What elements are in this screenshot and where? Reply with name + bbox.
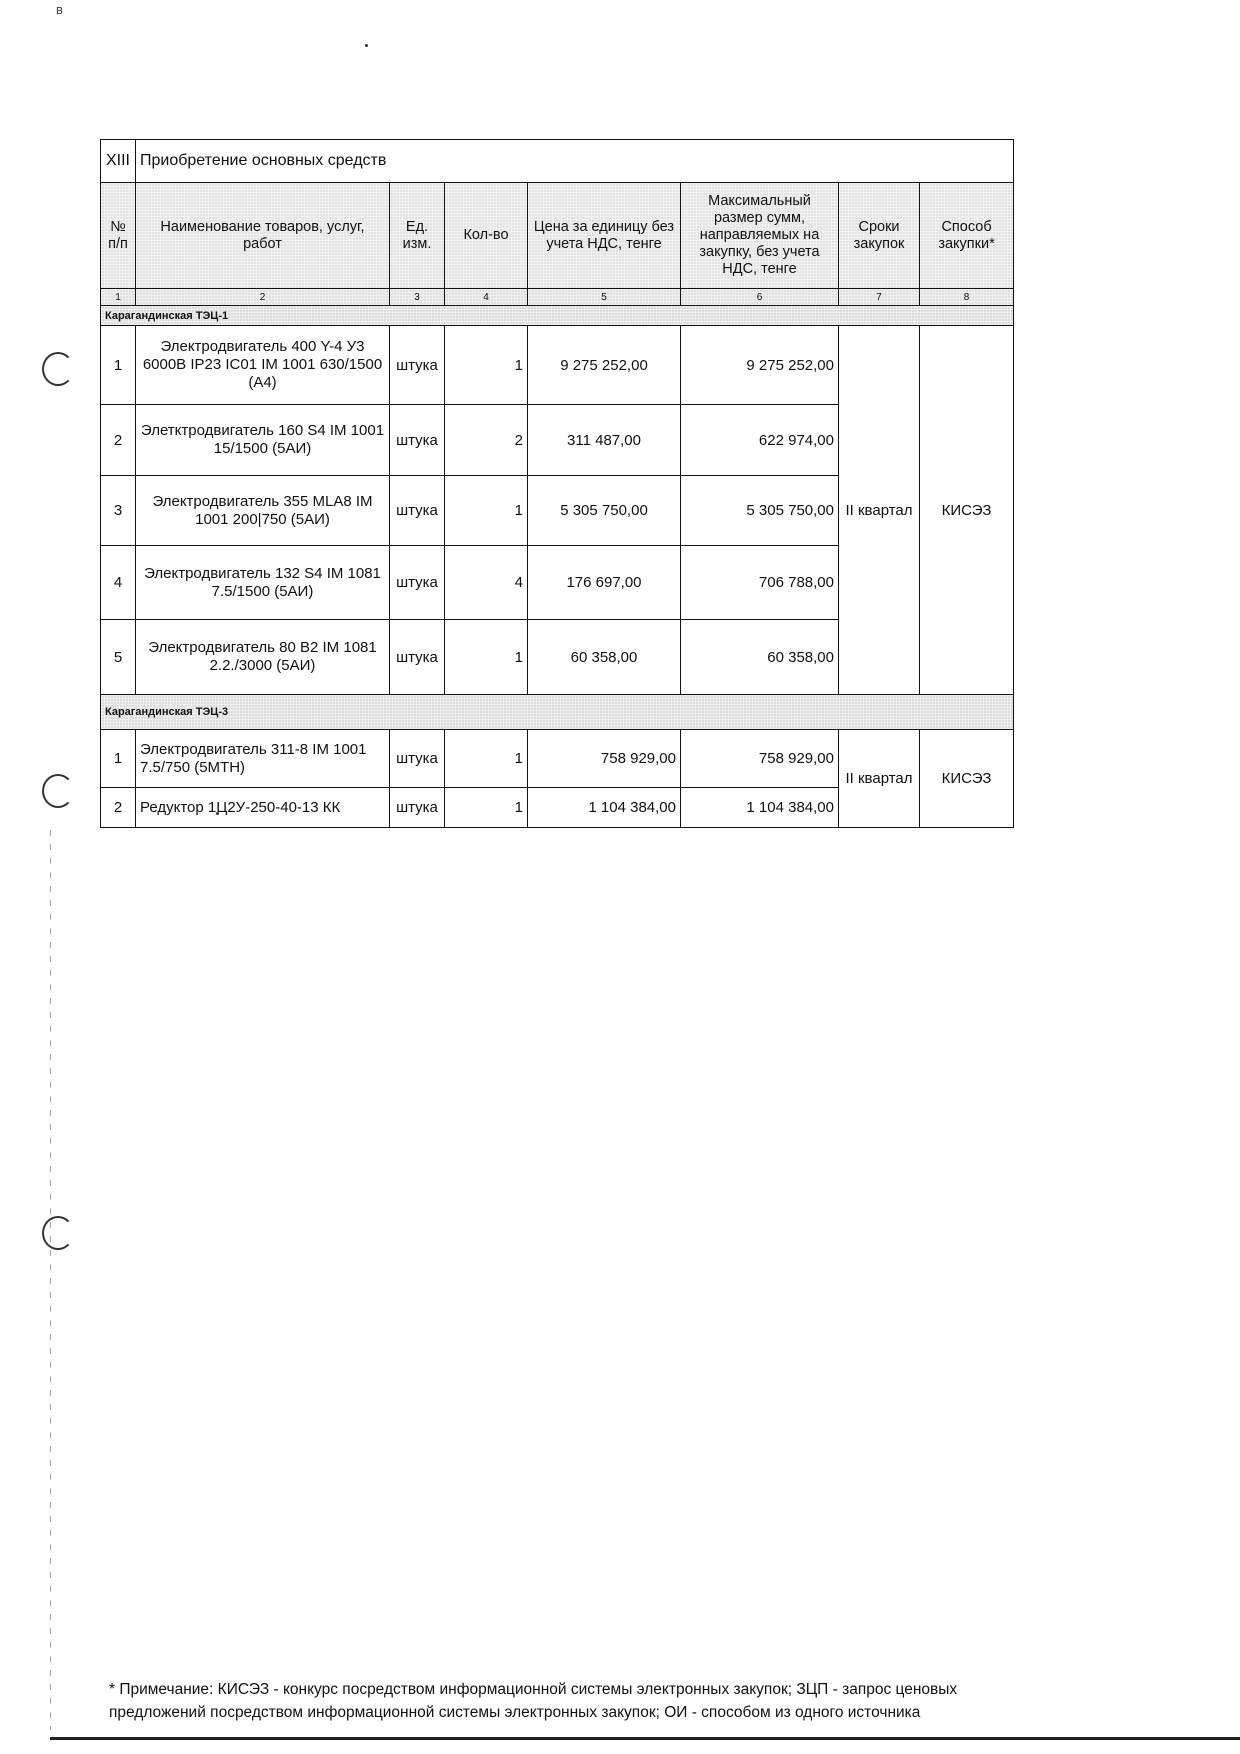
table-row (101, 730, 1014, 788)
section-header-row (101, 140, 1014, 183)
header-qty: Кол-во (445, 183, 528, 289)
footnote: * Примечание: КИСЭЗ - конкурс посредством информационной системы электронных закупок; ЗЦП - запрос ценовых предложений посредством информационной системы электронных закупок; ОИ - способом из одного источника (109, 1681, 958, 1721)
scan-bottom-edge (50, 1737, 1240, 1740)
row-qty: 1 (445, 476, 528, 546)
section-title: Приобретение основных средств (136, 140, 1014, 183)
row-qty: 4 (445, 546, 528, 620)
column-number: 8 (920, 289, 1014, 306)
row-name: Электродвигатель 132 S4 IM 1081 7.5/1500 (5АИ) (136, 546, 390, 620)
row-num: 2 (101, 788, 136, 828)
column-number: 5 (528, 289, 681, 306)
row-sum: 60 358,00 (681, 620, 839, 695)
header-method: Способ закупки* (920, 183, 1014, 289)
row-name: Элетктродвигатель 160 S4 IM 1001 15/1500 (5АИ) (136, 405, 390, 476)
row-qty: 1 (445, 326, 528, 405)
group-name: Карагандинская ТЭЦ-3 (101, 695, 1014, 730)
group-name: Карагандинская ТЭЦ-1 (101, 306, 1014, 326)
row-sum: 758 929,00 (681, 730, 839, 788)
row-name: Электродвигатель 80 В2 IM 1081 2.2./3000 (5АИ) (136, 620, 390, 695)
row-num: 1 (101, 326, 136, 405)
row-qty: 1 (445, 620, 528, 695)
page-mark: в (56, 2, 63, 17)
row-name: Электродвигатель 400 Y-4 У3 6000В IP23 IC01 IM 1001 630/1500 (А4) (136, 326, 390, 405)
column-number: 1 (101, 289, 136, 306)
row-sum: 706 788,00 (681, 546, 839, 620)
group-method: КИСЭЗ (920, 730, 1014, 828)
group-method: КИСЭЗ (920, 326, 1014, 695)
row-name: Электродвигатель 355 MLA8 IM 1001 200|750 (5АИ) (136, 476, 390, 546)
header-terms: Сроки закупок (839, 183, 920, 289)
header-unit: Ед. изм. (390, 183, 445, 289)
row-price: 5 305 750,00 (528, 476, 681, 546)
header-price: Цена за единицу без учета НДС, тенге (528, 183, 681, 289)
row-qty: 2 (445, 405, 528, 476)
group-term: II квартал (839, 326, 920, 695)
row-unit: штука (390, 405, 445, 476)
row-sum: 9 275 252,00 (681, 326, 839, 405)
row-num: 2 (101, 405, 136, 476)
row-name: Электродвигатель 311-8 IM 1001 7.5/750 (5МТН) (136, 730, 390, 788)
group-term: II квартал (839, 730, 920, 828)
row-qty: 1 (445, 788, 528, 828)
row-price: 176 697,00 (528, 546, 681, 620)
punch-hole-mark (42, 352, 74, 386)
column-number-row (101, 289, 1014, 306)
row-num: 1 (101, 730, 136, 788)
column-number: 6 (681, 289, 839, 306)
table-row (101, 326, 1014, 405)
procurement-table (100, 139, 1014, 828)
header-name: Наименование товаров, услуг, работ (136, 183, 390, 289)
column-number: 4 (445, 289, 528, 306)
row-unit: штука (390, 326, 445, 405)
group-row (101, 695, 1014, 730)
row-qty: 1 (445, 730, 528, 788)
row-sum: 1 104 384,00 (681, 788, 839, 828)
column-number: 3 (390, 289, 445, 306)
row-num: 3 (101, 476, 136, 546)
row-unit: штука (390, 476, 445, 546)
column-header-row (101, 183, 1014, 289)
row-price: 758 929,00 (528, 730, 681, 788)
row-sum: 622 974,00 (681, 405, 839, 476)
row-sum: 5 305 750,00 (681, 476, 839, 546)
row-unit: штука (390, 730, 445, 788)
section-number: XIII (101, 140, 136, 183)
row-price: 9 275 252,00 (528, 326, 681, 405)
header-max-sum: Максимальный размер сумм, направляемых на закупку, без учета НДС, тенге (681, 183, 839, 289)
row-num: 5 (101, 620, 136, 695)
scan-speck (365, 44, 368, 47)
row-price: 1 104 384,00 (528, 788, 681, 828)
row-name: Редуктор 1Ц2У-250-40-13 КК (136, 788, 390, 828)
row-unit: штука (390, 788, 445, 828)
column-number: 2 (136, 289, 390, 306)
scan-edge-artifact (50, 830, 51, 1730)
punch-hole-mark (42, 774, 74, 808)
row-num: 4 (101, 546, 136, 620)
row-price: 60 358,00 (528, 620, 681, 695)
group-row (101, 306, 1014, 326)
row-price: 311 487,00 (528, 405, 681, 476)
row-unit: штука (390, 620, 445, 695)
punch-hole-mark (42, 1216, 74, 1250)
column-number: 7 (839, 289, 920, 306)
header-num: № п/п (101, 183, 136, 289)
row-unit: штука (390, 546, 445, 620)
